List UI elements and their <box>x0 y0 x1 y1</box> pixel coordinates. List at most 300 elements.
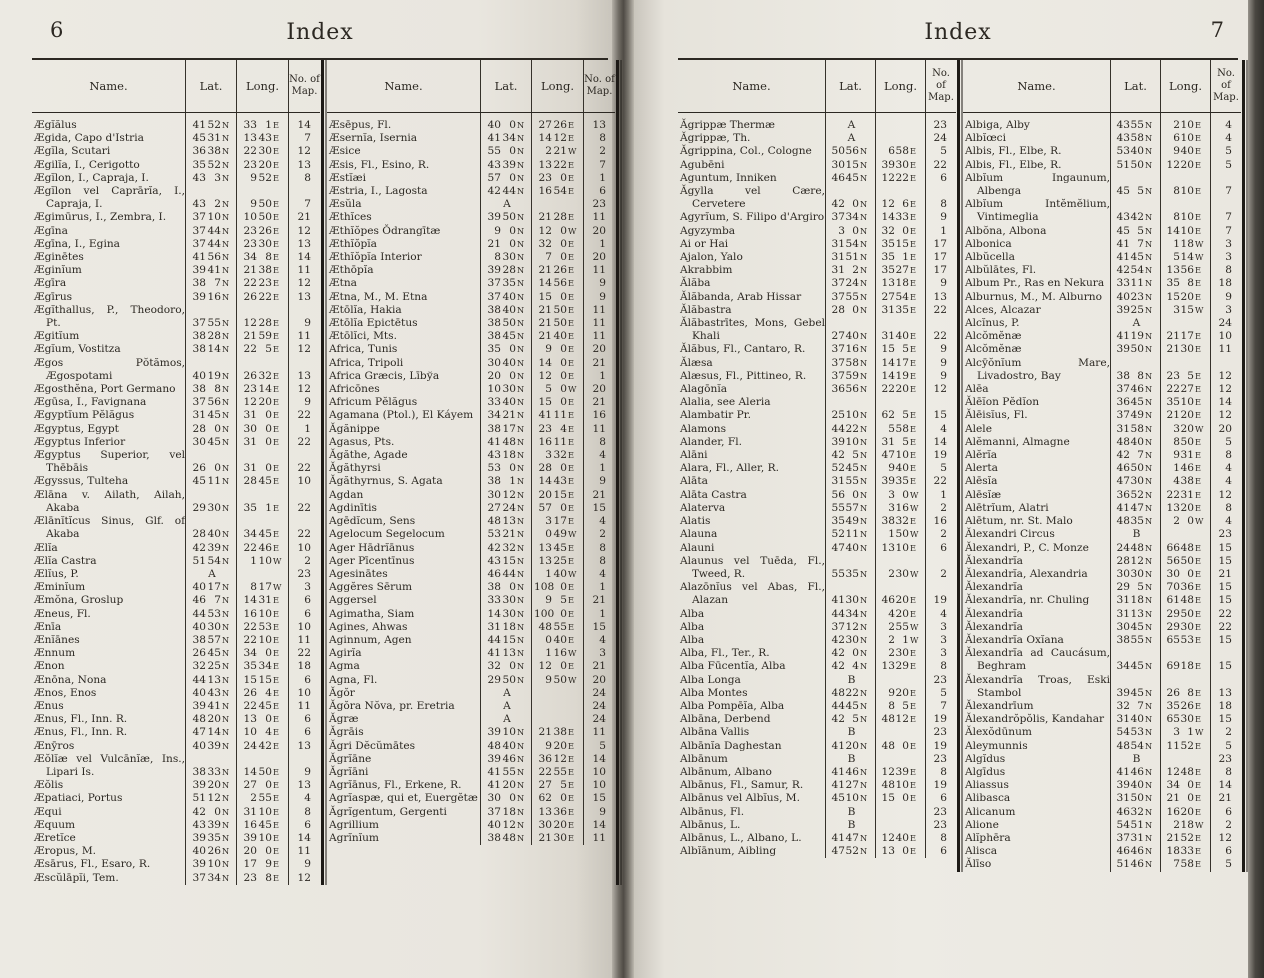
entry-latitude: 27 24N <box>481 502 532 515</box>
entry-name: Alaterva <box>680 501 726 514</box>
entry-map-number: 6 <box>1211 845 1242 858</box>
entry-longitude: 6530E <box>1161 713 1211 726</box>
entry-map-number: 6 <box>926 172 957 185</box>
entry-map-number: 1 <box>289 423 321 436</box>
entry-longitude: 218W <box>1161 819 1211 832</box>
entry-longitude: 1248E <box>1161 766 1211 779</box>
entry-longitude: 14 31E <box>237 594 289 607</box>
entry-map-number: 4 <box>584 449 616 462</box>
entry-longitude: 35 8E <box>1161 277 1211 290</box>
entry-latitude: 2740N <box>826 317 876 343</box>
index-entry <box>32 792 320 805</box>
entry-longitude: 1329E <box>876 660 926 673</box>
index-entry <box>963 489 1241 502</box>
entry-longitude: 1620E <box>1161 806 1211 819</box>
entry-latitude: 4358N <box>1111 132 1161 145</box>
index-entry <box>327 113 615 133</box>
entry-longitude: 2 55E <box>237 792 289 805</box>
entry-longitude: 1410E <box>1161 225 1211 238</box>
entry-name: Agesinātes <box>329 567 388 580</box>
entry-longitude: 15 0E <box>876 792 926 805</box>
index-entry <box>678 462 956 475</box>
entry-name: Ælĭus, P. <box>34 567 79 580</box>
index-entry <box>327 409 615 422</box>
entry-latitude: 4146N <box>1111 766 1161 779</box>
entry-map-number: 2 <box>926 502 957 515</box>
entry-name: Ægyssus, Tulteha <box>34 475 129 488</box>
entry-latitude: 45 5N <box>1111 172 1161 198</box>
entry-map-number: 14 <box>584 753 616 766</box>
index-entry <box>327 291 615 304</box>
entry-map-number: 22 <box>926 159 957 172</box>
entry-name: Alerta <box>965 462 998 475</box>
entry-latitude: 38 48N <box>481 832 532 845</box>
entry-latitude: 37 56N <box>186 396 237 409</box>
entry-map-number: 12 <box>289 383 321 396</box>
entry-latitude: 38 8N <box>186 383 237 396</box>
entry-name: Alalia, see Aleria <box>680 396 771 409</box>
entry-longitude <box>876 113 926 133</box>
entry-name: Ætōlĭci, Mts. <box>329 330 397 343</box>
entry-longitude: 31 0E <box>237 449 289 475</box>
entry-latitude: 28 0N <box>186 423 237 436</box>
index-entries <box>327 113 615 846</box>
entry-longitude: 33 1E <box>237 113 289 133</box>
index-entry <box>327 132 615 145</box>
index-entry <box>963 113 1241 133</box>
entry-name: Ægos Pŏtămos, Ægospotami <box>34 356 185 382</box>
entry-map-number: 13 <box>289 291 321 304</box>
entry-map-number: 21 <box>584 357 616 370</box>
index-entry <box>678 132 956 145</box>
entry-latitude: 3311N <box>1111 277 1161 290</box>
entry-latitude: 41 56N <box>186 251 237 264</box>
entry-latitude: 56 0N <box>826 489 876 502</box>
entry-map-number: 23 <box>926 113 957 133</box>
index-entry <box>678 172 956 185</box>
entry-name: Agdan <box>329 488 364 501</box>
entry-map-number: 8 <box>1211 264 1242 277</box>
entry-map-number: 9 <box>926 211 957 224</box>
entry-map-number: 12 <box>1211 357 1242 383</box>
entry-name: Alba Pompēĭa, Alba <box>680 699 785 712</box>
entry-longitude <box>1161 317 1211 330</box>
entry-name: Alatis <box>680 515 711 528</box>
index-entry <box>678 113 956 133</box>
entry-name: Africa, Tunis <box>329 343 398 356</box>
entry-latitude: 48 13N <box>481 515 532 528</box>
entry-map-number: 11 <box>584 330 616 343</box>
entry-latitude: 38 1N <box>481 475 532 488</box>
entry-latitude: 20 0N <box>481 370 532 383</box>
entry-longitude: 9 5E <box>532 594 584 607</box>
entry-latitude: 53 0N <box>481 462 532 475</box>
index-entry <box>678 674 956 687</box>
entry-latitude: 42 39N <box>186 542 237 555</box>
entry-name: Albāna, Derbend <box>680 713 771 726</box>
entry-map-number: 11 <box>584 211 616 224</box>
entry-latitude: 3910N <box>826 436 876 449</box>
entry-map-number: 8 <box>926 660 957 673</box>
entry-latitude: A <box>481 198 532 211</box>
index-entry <box>963 608 1241 621</box>
index-entry <box>678 225 956 238</box>
entry-map-number: 9 <box>289 304 321 330</box>
column-header-row <box>32 60 320 113</box>
entry-name: Ægĭlon, I., Capraja, I. <box>34 171 149 184</box>
entry-longitude: 1239E <box>876 766 926 779</box>
entry-map-number: 8 <box>926 832 957 845</box>
entry-map-number: 10 <box>289 687 321 700</box>
entry-map-number: 20 <box>584 674 616 687</box>
entry-map-number: 4 <box>1211 132 1242 145</box>
entry-latitude: 38 40N <box>481 304 532 317</box>
entry-map-number: 11 <box>584 832 616 845</box>
entry-longitude: 23 14E <box>237 383 289 396</box>
entry-longitude: 4710E <box>876 449 926 462</box>
entry-name: Alaunus vel Tuēda, Fl., Tweed, R. <box>680 554 825 580</box>
entry-longitude: 62 0E <box>532 792 584 805</box>
entry-longitude: 13 22E <box>532 159 584 172</box>
entry-latitude: 48 20N <box>186 713 237 726</box>
entry-latitude: B <box>1111 753 1161 766</box>
entry-longitude <box>532 700 584 713</box>
entry-latitude: 55 0N <box>481 145 532 158</box>
col-header-map: No. of Map. <box>926 60 957 113</box>
entry-longitude: 15 15E <box>237 674 289 687</box>
entry-map-number: 22 <box>289 409 321 422</box>
entry-map-number: 11 <box>289 330 321 343</box>
entry-name: Ægyptĭum Pĕlăgus <box>34 409 135 422</box>
index-entry <box>327 753 615 766</box>
entry-latitude: 3045N <box>1111 621 1161 634</box>
entry-name: Ălexŏdūnum <box>965 726 1032 739</box>
entry-map-number: 12 <box>1211 383 1242 396</box>
entry-longitude: 2950E <box>1161 608 1211 621</box>
index-entry <box>32 132 320 145</box>
index-entry <box>963 145 1241 158</box>
index-entry <box>32 726 320 739</box>
entry-longitude: 12 28E <box>237 304 289 330</box>
entry-name: Ălexandrĭa <box>965 581 1023 594</box>
index-entry <box>327 806 615 819</box>
entry-map-number: 11 <box>584 304 616 317</box>
entry-map-number: 4 <box>926 608 957 621</box>
entry-latitude: 43 18N <box>481 449 532 462</box>
index-entry <box>327 198 615 211</box>
index-entry <box>678 502 956 515</box>
entry-name: Agelocum Segelocum <box>329 528 445 541</box>
entry-longitude: 316W <box>876 502 926 515</box>
entry-latitude: A <box>826 113 876 133</box>
index-entry <box>963 528 1241 541</box>
entry-map-number: 4 <box>584 568 616 581</box>
entry-name: Ălēĭon Pĕdĭon <box>965 396 1040 409</box>
entry-map-number: 15 <box>1211 555 1242 568</box>
entry-name: Ætna, M., M. Etna <box>329 290 428 303</box>
entry-latitude: 3940N <box>1111 779 1161 792</box>
entry-name: Ægĭălus <box>34 119 77 131</box>
index-entry <box>963 409 1241 422</box>
entry-latitude: 39 41N <box>186 700 237 713</box>
entry-longitude: 57 0E <box>532 502 584 515</box>
entry-latitude: 4023N <box>1111 291 1161 304</box>
entry-map-number: 12 <box>289 343 321 356</box>
entry-latitude: 39 10N <box>481 726 532 739</box>
entry-longitude: 20 15E <box>532 489 584 502</box>
index-entry <box>678 423 956 436</box>
entry-latitude: 37 55N <box>186 304 237 330</box>
entry-latitude: 29 50N <box>481 674 532 687</box>
index-entry <box>678 409 956 422</box>
entry-map-number: 9 <box>584 806 616 819</box>
entry-longitude: 23 26E <box>237 225 289 238</box>
entry-latitude: 40 12N <box>481 819 532 832</box>
entry-map-number: 17 <box>926 251 957 264</box>
page-number-right: 7 <box>1210 18 1224 42</box>
index-entry <box>32 872 320 885</box>
entry-name: Agimatha, Siam <box>329 607 415 620</box>
entry-name: Agdinītis <box>329 501 377 514</box>
col-header-lat: Lat. <box>1111 60 1161 113</box>
index-entry <box>327 608 615 621</box>
entry-name: Alēsĭæ <box>965 488 1002 501</box>
entry-latitude: 3855N <box>1111 634 1161 647</box>
entry-latitude: 31 45N <box>186 409 237 422</box>
entry-longitude: 21 0E <box>1161 792 1211 805</box>
index-entry <box>327 687 615 700</box>
entry-map-number: 23 <box>926 819 957 832</box>
entry-latitude: 3549N <box>826 515 876 528</box>
entry-name: Ænus <box>34 699 64 712</box>
entry-map-number: 9 <box>584 475 616 488</box>
entry-longitude: 31 0E <box>237 436 289 449</box>
entry-longitude: 28 0E <box>532 462 584 475</box>
entry-name: Albŭcella <box>965 251 1015 264</box>
entry-name: Algīdus <box>965 765 1006 778</box>
col-header-long: Long. <box>876 60 926 113</box>
entry-name: Æsēpus, Fl. <box>329 119 392 131</box>
entry-name: Africōnes <box>329 383 380 396</box>
index-entry <box>32 845 320 858</box>
entry-latitude: 3 0N <box>826 225 876 238</box>
entry-longitude: 36 12E <box>532 753 584 766</box>
index-entry <box>678 779 956 792</box>
index-entry <box>32 475 320 488</box>
entry-name: Ălexandrĭa <box>965 620 1023 633</box>
entry-name: Æsŭla <box>329 198 362 211</box>
entry-latitude: 39 20N <box>186 779 237 792</box>
index-entry <box>963 423 1241 436</box>
entry-name: Aggĕres Sērum <box>329 581 413 594</box>
entry-longitude: 9 50W <box>532 674 584 687</box>
entry-name: Africum Pĕlăgus <box>329 396 418 409</box>
entry-map-number: 11 <box>584 264 616 277</box>
entry-map-number: 3 <box>584 647 616 660</box>
entry-map-number: 13 <box>289 357 321 383</box>
entry-map-number: 2 <box>1211 819 1242 832</box>
entry-name: Alagōnĭa <box>680 383 728 396</box>
index-entry <box>327 330 615 343</box>
index-entry <box>678 277 956 290</box>
entry-map-number: 11 <box>289 634 321 647</box>
entry-map-number: 1 <box>584 238 616 251</box>
entry-map-number: 10 <box>584 766 616 779</box>
entry-latitude: 26 45N <box>186 647 237 660</box>
index-entry <box>327 436 615 449</box>
index-entry <box>32 343 320 356</box>
entry-longitude: 21 50E <box>532 317 584 330</box>
entry-map-number: 11 <box>584 726 616 739</box>
entry-map-number: 4 <box>926 423 957 436</box>
index-entry <box>963 383 1241 396</box>
entry-name: Alĕrĭa <box>965 449 998 462</box>
entry-latitude: 40 26N <box>186 845 237 858</box>
entry-latitude: 3154N <box>826 238 876 251</box>
entry-name: Alazōnĭus vel Abas, Fl., Alazan <box>680 581 825 607</box>
entry-longitude: 2 0W <box>1161 515 1211 528</box>
entry-latitude: 4355N <box>1111 113 1161 133</box>
index-entry <box>963 779 1241 792</box>
entry-longitude: 8 17W <box>237 581 289 594</box>
entry-map-number: 9 <box>584 291 616 304</box>
entry-longitude: 28 45E <box>237 475 289 488</box>
entry-map-number: 15 <box>584 621 616 634</box>
entry-longitude: 62 5E <box>876 409 926 422</box>
entry-longitude: 22 30E <box>237 145 289 158</box>
entry-name: Ægosthĕna, Port Germano <box>34 383 176 396</box>
entry-latitude: 38 0N <box>481 581 532 594</box>
entry-latitude: 8 30N <box>481 251 532 264</box>
entry-latitude: 43 15N <box>481 555 532 568</box>
index-entry <box>678 713 956 726</box>
entry-name: Ægĭthallus, P., Theodoro, Pt. <box>34 303 185 330</box>
entry-map-number: 15 <box>584 792 616 805</box>
entry-longitude: 1433E <box>876 211 926 224</box>
index-entry <box>327 528 615 541</box>
entry-longitude <box>876 396 926 409</box>
entry-longitude: 810E <box>1161 198 1211 224</box>
entry-longitude: 10 4E <box>237 726 289 739</box>
entry-latitude: 3712N <box>826 621 876 634</box>
index-entry <box>678 634 956 647</box>
entry-longitude: 10 50E <box>237 211 289 224</box>
entry-longitude: 23 30E <box>237 238 289 251</box>
entry-latitude: 41 34N <box>481 132 532 145</box>
entry-name: Aguntum, Inniken <box>680 171 777 184</box>
entry-longitude: 1417E <box>876 357 926 370</box>
entry-latitude: 35 52N <box>186 159 237 172</box>
entry-longitude: 1240E <box>876 832 926 845</box>
entry-latitude: 4646N <box>1111 845 1161 858</box>
entry-longitude: 26 8E <box>1161 674 1211 700</box>
entry-name: Ălăbus, Fl., Cantaro, R. <box>680 343 806 356</box>
entry-longitude: 610E <box>1161 132 1211 145</box>
entry-name: Alba <box>680 620 705 633</box>
entry-longitude: 4810E <box>876 779 926 792</box>
entry-latitude: 37 34N <box>186 872 237 885</box>
entry-name: Albānus, L. <box>680 818 741 831</box>
index-entry <box>963 594 1241 607</box>
entry-name: Alba Longa <box>680 673 741 686</box>
index-entry <box>327 766 615 779</box>
entry-name: Æginētes <box>34 251 84 264</box>
index-entry <box>678 845 956 858</box>
entry-latitude: 39 10N <box>186 858 237 871</box>
entry-name: Albŏna, Albona <box>965 224 1047 237</box>
index-entry <box>32 264 320 277</box>
index-entry <box>963 845 1241 858</box>
entry-map-number: 1 <box>584 581 616 594</box>
entry-map-number: 4 <box>584 515 616 528</box>
entry-map-number: 11 <box>289 700 321 713</box>
entry-name: Ăgănippe <box>329 422 380 435</box>
entry-name: Album Pr., Ras en Nekura <box>965 277 1105 290</box>
entry-latitude: 3716N <box>826 343 876 356</box>
entry-longitude: 210E <box>1161 113 1211 133</box>
entry-longitude: 13 43E <box>237 132 289 145</box>
entry-map-number: 4 <box>1211 113 1242 133</box>
col-header-name: Name. <box>963 60 1111 113</box>
index-entry <box>327 779 615 792</box>
index-entry <box>963 436 1241 449</box>
index-entry <box>32 687 320 700</box>
index-entry <box>678 832 956 845</box>
entry-latitude: 4145N <box>1111 251 1161 264</box>
entry-longitude: 1520E <box>1161 291 1211 304</box>
entry-name: Ălexandrīum <box>965 699 1034 712</box>
entry-map-number: 2 <box>289 555 321 568</box>
index-entries <box>678 113 956 859</box>
entry-name: Agrĭaspæ, qui et, Euergĕtæ <box>329 792 478 805</box>
index-entry <box>963 753 1241 766</box>
entry-map-number: 6 <box>289 608 321 621</box>
index-entry <box>32 251 320 264</box>
entry-longitude: 4812E <box>876 713 926 726</box>
entry-longitude: 16 54E <box>532 185 584 198</box>
entry-name: Ăgylla vel Cære, Cervetere <box>680 185 825 211</box>
entry-name: Alione <box>965 818 999 831</box>
entry-latitude: 4130N <box>826 581 876 607</box>
entry-name: Ai or Hai <box>680 237 729 250</box>
index-entry <box>678 185 956 211</box>
index-entry <box>963 766 1241 779</box>
entry-longitude: 1419E <box>876 370 926 383</box>
entry-map-number: 6 <box>289 713 321 726</box>
entry-longitude: 30 0E <box>237 423 289 436</box>
entry-name: Albānus, L., Albano, L. <box>680 831 802 844</box>
index-entry <box>678 581 956 607</box>
index-entry <box>32 409 320 422</box>
index-entry <box>678 396 956 409</box>
entry-map-number: 23 <box>926 806 957 819</box>
entry-latitude: 3759N <box>826 370 876 383</box>
entry-longitude: 13 45E <box>532 542 584 555</box>
entry-latitude: 41 55N <box>481 766 532 779</box>
entry-latitude: 46 7N <box>186 594 237 607</box>
index-entry <box>678 660 956 673</box>
page-6 <box>0 0 615 978</box>
col-header-map: No. of Map. <box>1211 60 1242 113</box>
entry-name: Ălexandrĭa, Alexandria <box>965 567 1088 580</box>
index-entry <box>327 357 615 370</box>
index-entry <box>327 225 615 238</box>
index-entry <box>327 581 615 594</box>
entry-latitude: 3758N <box>826 357 876 370</box>
entry-latitude: 3015N <box>826 159 876 172</box>
entry-longitude: 12 20E <box>237 396 289 409</box>
index-entry <box>32 515 320 541</box>
